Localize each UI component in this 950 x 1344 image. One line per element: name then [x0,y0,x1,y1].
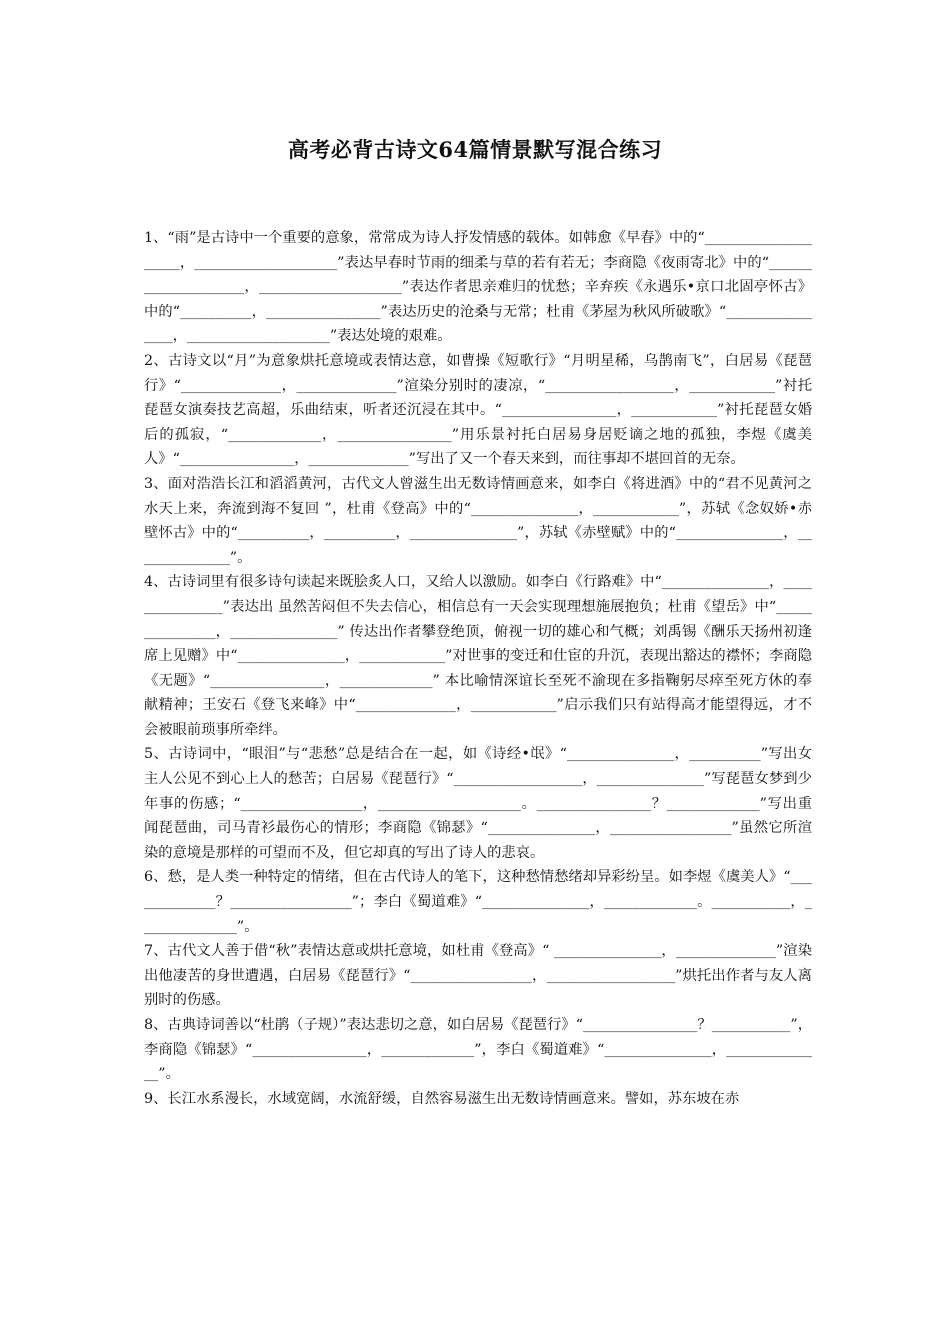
question-6: 6、愁，是人类一种特定的情绪，但在古代诗人的笔下，这种愁情愁绪却异彩纷呈。如李煜《虞美人》“_____________？_________________”；李白《蜀道难》“_______________，_____________。___________，______________”。 [144,869,812,935]
question-8: 8、古典诗词善以“杜鹃（子规）”表达悲切之意，如白居易《琵琶行》“________________？___________”，李商隐《锦瑟》“________________，_____________”，李白《蜀道难》“_______________，______________”。 [144,1017,812,1083]
question-1: 1、“雨”是古诗中一个重要的意象，常常成为诗人抒发情感的载体。如韩愈《早春》中的“____________________，____________________”表达早春时节雨的细柔与草的若有若无；李商隐《夜雨寄北》中的“____________________，____________________”表达作者思亲难归的忧愁；辛弃疾《永遇乐•京口北固亭怀古》中的“__________，________________”表达历史的沧桑与无常；杜甫《茅屋为秋风所破歌》“________________，____________________”表达处境的艰难。 [144,230,812,345]
page-title: 高考必背古诗文64篇情景默写混合练习 [287,137,663,162]
exercise-body [144,226,812,1111]
question-2: 2、古诗文以“月”为意象烘托意境或表情达意，如曹操《短歌行》“月明星稀，乌鹊南飞”，白居易《琵琶行》“______________，______________”渲染分别时的凄凉，“__________________，____________”衬托琵琶女演奏技艺高超，乐曲结束，听者还沉浸在其中。“________________，____________”衬托琵琶女婚后的孤寂，“_____________，________________”用乐景衬托白居易身居贬谪之地的孤独，李煜《虞美人》“________________，______________”写出了又一个春天来到，而往事却不堪回首的无奈。 [144,352,812,468]
question-3: 3、面对浩浩长江和滔滔黄河，古代文人曾滋生出无数诗情画意来，如李白《将进酒》中的“君不见黄河之水天上来，奔流到海不复回 ”，杜甫《登高》中的“_______________，____________”，苏轼《念奴娇•赤壁怀古》中的“__________，__________，_______________”，苏轼《赤壁赋》中的“_______________，______________”。 [144,475,812,566]
question-4: 4、古诗词里有很多诗句读起来既脍炙人口，又给人以激励。如李白《行路难》中“_______________，_______________”表达出 虽然苦闷但不失去信心，相信总有一天会实现理想施展抱负；杜甫《望岳》中“_______________，_______________” 传达出作者攀登绝顶，俯视一切的雄心和气概；刘禹锡《酬乐天扬州初逢席上见赠》中“_______________，____________”对世事的变迁和仕宦的升沉，表现出豁达的襟怀；李商隐《无题》“________________，_____________” 本比喻情深谊长至死不渝现在多指鞠躬尽瘁至死方休的奉献精神；王安石《登飞来峰》中“______________，____________”启示我们只有站得高才能望得远，才不会被眼前琐事所牵绊。 [144,574,812,738]
question-9: 9、长江水系漫长，水域宽阔，水流舒缓，自然容易滋生出无数诗情画意来。譬如，苏东坡在赤 [144,1090,740,1107]
question-5: 5、古诗词中，“眼泪”与“悲愁”总是结合在一起，如《诗经•氓》“_______________，__________”写出女主人公见不到心上人的愁苦；白居易《琵琶行》“__________________，_______________”写琵琶女梦到少年事的伤感；“_________________，____________________。________________？_____________”写出重闻琵琶曲，司马青衫最伤心的情形；李商隐《锦瑟》“_______________，_________________”虽然它所渲染的意境是那样的可望而不及，但它却真的写出了诗人的悲哀。 [144,746,812,861]
question-7: 7、古代文人善于借“秋”表情达意或烘托意境，如杜甫《登高》“ _______________，______________”渲染出他凄苦的身世遭遇，白居易《琵琶行》“_________________，__________________”烘托出作者与友人离别时的伤感。 [144,943,812,1009]
